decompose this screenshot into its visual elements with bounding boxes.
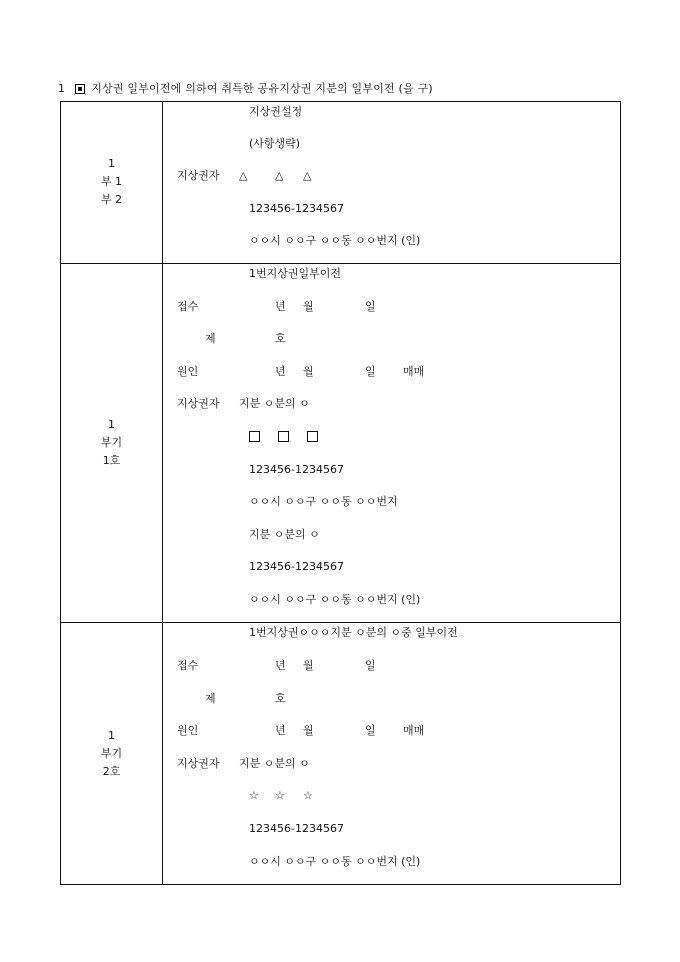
holder-mark: △ bbox=[275, 169, 284, 183]
year-label: 년 bbox=[275, 659, 286, 673]
id-number: 123456-1234567 bbox=[249, 822, 344, 836]
filled-square-icon bbox=[75, 84, 85, 94]
day-label: 일 bbox=[365, 364, 376, 378]
square-mark-icon bbox=[278, 431, 289, 442]
no-label: 제 bbox=[205, 691, 216, 705]
ho-label: 호 bbox=[275, 691, 286, 705]
rank-sub: 부기 bbox=[100, 746, 123, 760]
share-text: 지분 ㅇ분의 ㅇ bbox=[249, 527, 320, 541]
holder-label: 지상권자 bbox=[177, 397, 220, 411]
rank-sub: 부 1 bbox=[100, 175, 123, 189]
receipt-label: 접수 bbox=[177, 659, 199, 673]
holder-label: 지상권자 bbox=[177, 756, 220, 770]
entry-note: (사항생략) bbox=[249, 137, 301, 151]
rank-cell bbox=[61, 263, 163, 623]
rank-sub: 부기 bbox=[100, 436, 123, 450]
month-label: 월 bbox=[303, 299, 314, 313]
year-label: 년 bbox=[275, 299, 286, 313]
cause-label: 원인 bbox=[177, 364, 199, 378]
share-text: 지분 ㅇ분의 ㅇ bbox=[239, 397, 310, 411]
square-mark-icon bbox=[307, 431, 318, 442]
rank-cell bbox=[61, 623, 163, 885]
address: ㅇㅇ시 ㅇㅇ구 ㅇㅇ동 ㅇㅇ번지 (인) bbox=[249, 592, 421, 606]
entry-cell bbox=[163, 102, 621, 264]
entry-cell bbox=[163, 263, 621, 623]
rank-number: 1 bbox=[108, 728, 115, 742]
entry-title: 지상권설정 bbox=[249, 105, 303, 118]
year-label: 년 bbox=[275, 724, 286, 738]
table-row bbox=[61, 102, 621, 264]
holder-mark: △ bbox=[239, 169, 248, 183]
holder-mark: △ bbox=[303, 169, 312, 183]
rank-cell bbox=[61, 102, 163, 264]
month-label: 월 bbox=[303, 659, 314, 673]
rank-sub: 2호 bbox=[102, 764, 121, 778]
registry-table bbox=[60, 101, 621, 885]
address: ㅇㅇ시 ㅇㅇ구 ㅇㅇ동 ㅇㅇ번지 (인) bbox=[249, 854, 421, 868]
holder-mark: ☆ bbox=[275, 789, 285, 803]
no-label: 제 bbox=[205, 332, 216, 346]
day-label: 일 bbox=[365, 299, 376, 313]
cause-text: 매매 bbox=[403, 364, 425, 378]
id-number: 123456-1234567 bbox=[249, 201, 344, 215]
cause-text: 매매 bbox=[403, 724, 425, 738]
rank-sub: 부 2 bbox=[100, 193, 123, 207]
day-label: 일 bbox=[365, 659, 376, 673]
cause-label: 원인 bbox=[177, 724, 199, 738]
entry-title: 1번지상권ㅇㅇㅇ지분 ㅇ분의 ㅇ중 일부이전 bbox=[249, 626, 458, 640]
rank-sub: 1호 bbox=[102, 454, 121, 468]
day-label: 일 bbox=[365, 724, 376, 738]
square-mark-icon bbox=[249, 431, 260, 442]
address: ㅇㅇ시 ㅇㅇ구 ㅇㅇ동 ㅇㅇ번지 (인) bbox=[249, 233, 421, 247]
holder-mark: ☆ bbox=[249, 789, 259, 803]
receipt-label: 접수 bbox=[177, 299, 199, 313]
entry-cell bbox=[163, 623, 621, 885]
holder-marks bbox=[249, 429, 336, 445]
id-number: 123456-1234567 bbox=[249, 560, 344, 574]
holder-label: 지상권자 bbox=[177, 169, 220, 183]
ho-label: 호 bbox=[275, 332, 286, 346]
table-row bbox=[61, 623, 621, 885]
rank-number: 1 bbox=[108, 418, 115, 432]
rank-number: 1 bbox=[108, 157, 115, 171]
entry-title: 1번지상권일부이전 bbox=[249, 266, 342, 280]
table-row bbox=[61, 263, 621, 623]
id-number: 123456-1234567 bbox=[249, 462, 344, 476]
year-label: 년 bbox=[275, 364, 286, 378]
month-label: 월 bbox=[303, 364, 314, 378]
month-label: 월 bbox=[303, 724, 314, 738]
section-title: 지상권 일부이전에 의하여 취득한 공유지상권 지분의 일부이전 (을 구) bbox=[91, 82, 433, 95]
share-text: 지분 ㅇ분의 ㅇ bbox=[239, 756, 310, 770]
section-heading bbox=[58, 80, 433, 96]
address: ㅇㅇ시 ㅇㅇ구 ㅇㅇ동 ㅇㅇ번지 bbox=[249, 495, 398, 509]
holder-mark: ☆ bbox=[303, 789, 313, 803]
section-number: 1 bbox=[58, 82, 66, 95]
